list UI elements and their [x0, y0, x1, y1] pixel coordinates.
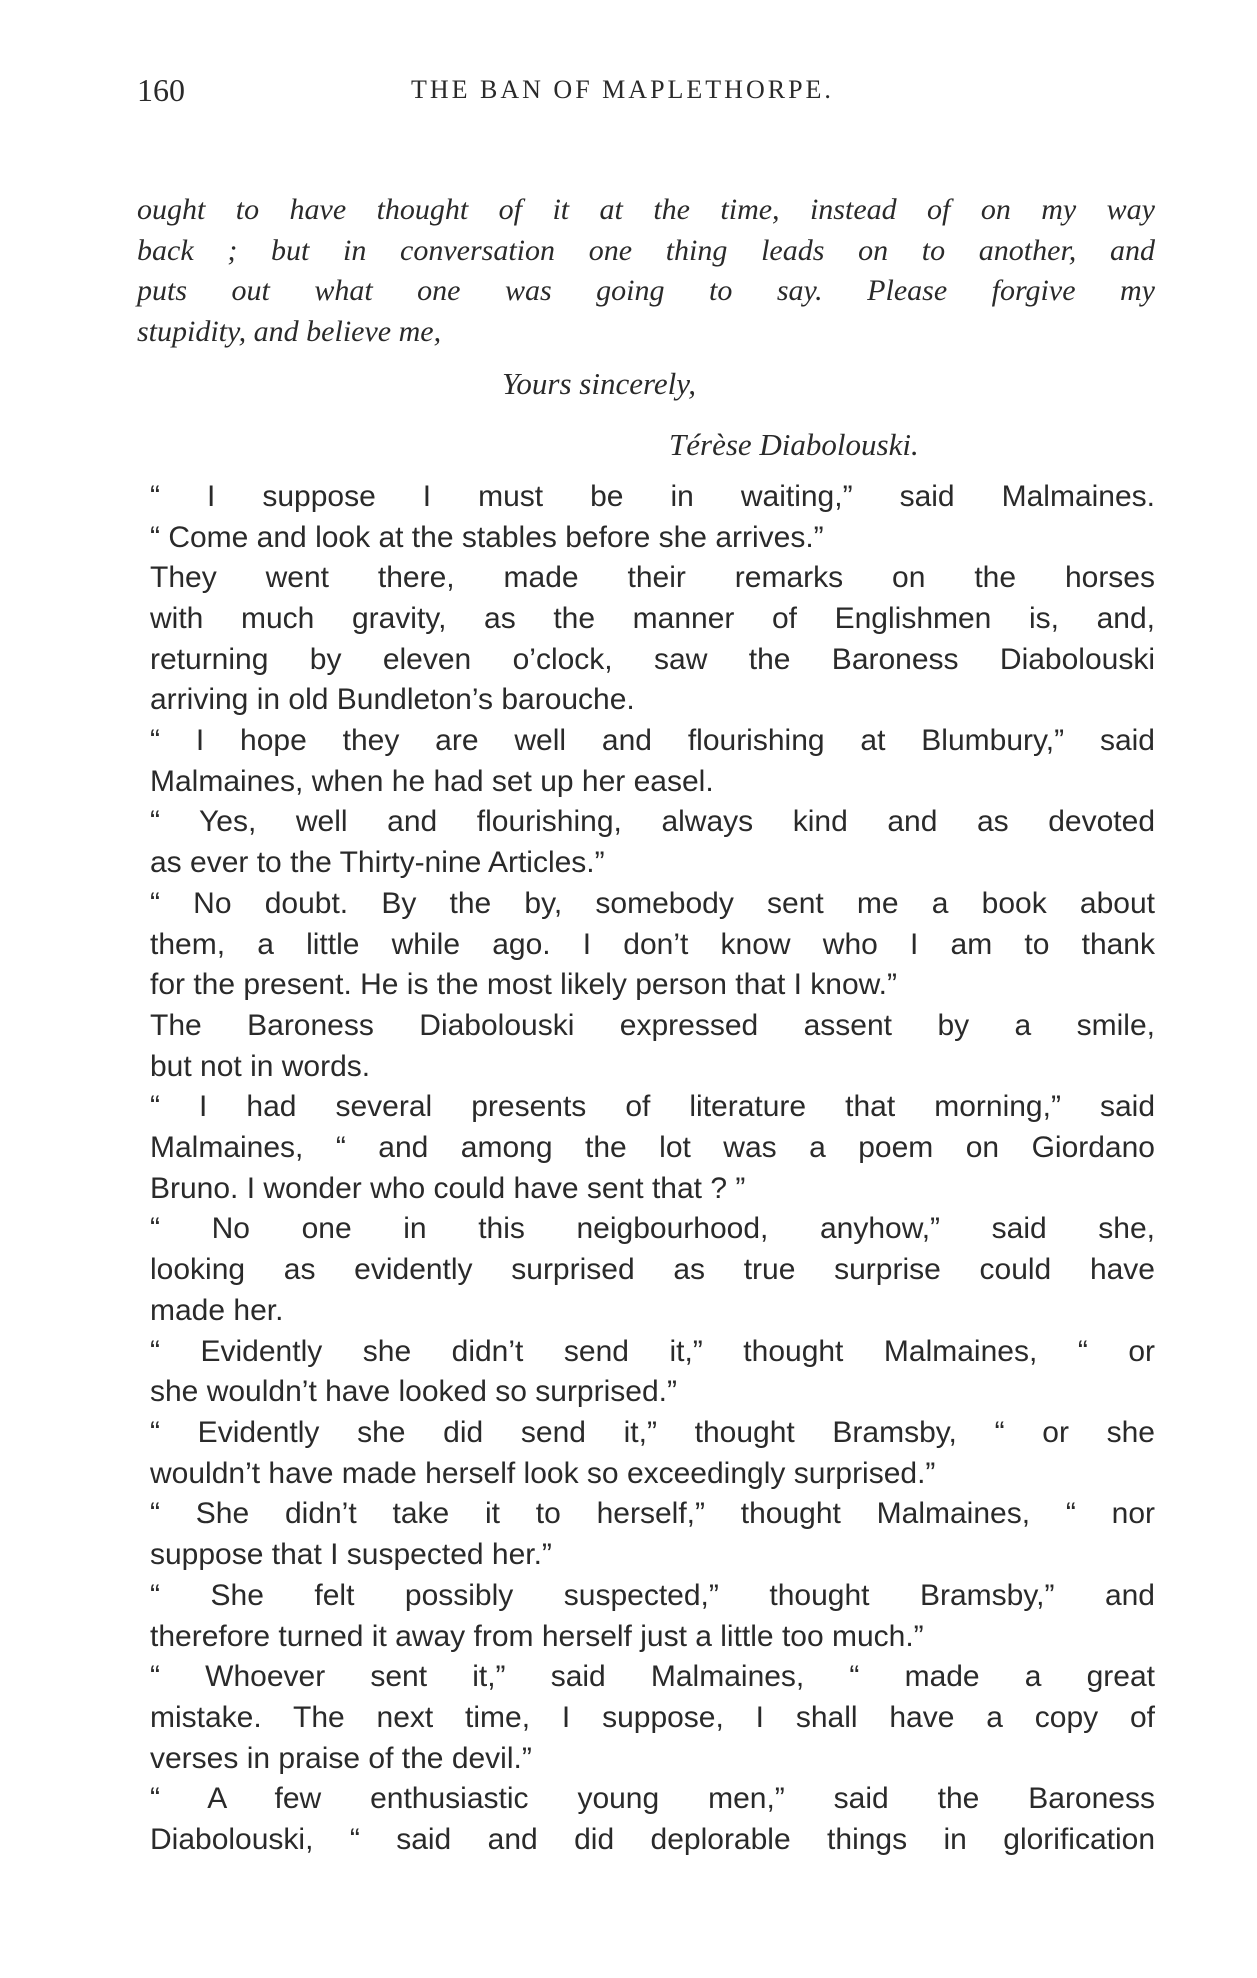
text-line: “ I suppose I must be in waiting,” said Malmaines.	[150, 479, 1155, 513]
text-line: as ever to the Thirty-nine Articles.”	[150, 846, 605, 880]
paragraph	[137, 1209, 1155, 1331]
text-line: “ She didn’t take it to herself,” thought Malmaines, “ nor	[150, 1497, 1155, 1531]
text-line: Diabolouski, “ said and did deplorable things in glorification	[150, 1823, 1155, 1857]
text-line: with much gravity, as the manner of Englishmen is, and,	[150, 601, 1155, 635]
text-line: “ No one in this neigbourhood, anyhow,” said she,	[150, 1212, 1155, 1246]
text-line: Malmaines, “ and among the lot was a poem on Giordano	[150, 1131, 1155, 1165]
text-line: but not in words.	[150, 1049, 371, 1083]
paragraph	[137, 721, 1155, 802]
paragraph	[137, 558, 1155, 721]
paragraph	[137, 1413, 1155, 1494]
paragraph	[137, 884, 1155, 1006]
text-line: returning by eleven o’clock, saw the Baroness Diabolouski	[150, 642, 1155, 676]
text-line: “ She felt possibly suspected,” thought Bramsby,” and	[150, 1578, 1155, 1612]
book-page	[137, 58, 1155, 1861]
text-line: “ No doubt. By the by, somebody sent me a book about	[150, 886, 1155, 920]
text-line: therefore turned it away from herself just a little too much.”	[150, 1619, 924, 1653]
text-line: The Baroness Diabolouski expressed assent by a smile,	[150, 1008, 1155, 1042]
paragraph	[137, 1332, 1155, 1413]
text-line: wouldn’t have made herself look so exceedingly surprised.”	[150, 1456, 936, 1490]
text-line: them, a little while ago. I don’t know who I am to thank	[150, 927, 1155, 961]
paragraph	[137, 1779, 1155, 1860]
text-line: Bruno. I wonder who could have sent that ? ”	[150, 1171, 746, 1205]
body-text	[137, 477, 1155, 1861]
text-line: “ Whoever sent it,” said Malmaines, “ made a great	[150, 1660, 1155, 1694]
paragraph	[137, 1006, 1155, 1087]
text-line: “ Come and look at the stables before she arrives.”	[150, 520, 824, 554]
letter-line: stupidity, and believe me,	[137, 315, 442, 349]
text-line: made her.	[150, 1293, 284, 1327]
paragraph	[137, 1087, 1155, 1209]
text-line: suppose that I suspected her.”	[150, 1538, 552, 1572]
text-line: verses in praise of the devil.”	[150, 1741, 532, 1775]
text-line: “ I had several presents of literature that morning,” said	[150, 1090, 1155, 1124]
paragraph	[137, 802, 1155, 883]
text-line: “ A few enthusiastic young men,” said the Baroness	[150, 1782, 1155, 1816]
text-line: “ I hope they are well and flourishing at Blumbury,” said	[150, 724, 1155, 758]
letter-line: puts out what one was going to say. Please forgive my	[137, 274, 1155, 308]
paragraph	[137, 1494, 1155, 1575]
text-line: mistake. The next time, I suppose, I shall have a copy of	[150, 1700, 1155, 1734]
page-number: 160	[137, 72, 185, 108]
running-title: THE BAN OF MAPLETHORPE.	[411, 75, 834, 104]
page-header	[137, 58, 1155, 108]
letter-line: back ; but in conversation one thing leads on to another, and	[137, 233, 1155, 267]
paragraph	[137, 477, 1155, 558]
text-line: she wouldn’t have looked so surprised.”	[150, 1375, 677, 1409]
paragraph	[137, 1657, 1155, 1779]
letter-closing: Yours sincerely,	[502, 365, 697, 401]
text-line: Malmaines, when he had set up her easel.	[150, 764, 714, 798]
text-line: arriving in old Bundleton’s barouche.	[150, 683, 635, 717]
paragraph	[137, 1576, 1155, 1657]
text-line: looking as evidently surprised as true surprise could have	[150, 1253, 1155, 1287]
text-line: “ Evidently she didn’t send it,” thought Malmaines, “ or	[150, 1334, 1155, 1368]
text-line: “ Evidently she did send it,” thought Bramsby, “ or she	[150, 1415, 1155, 1449]
text-line: They went there, made their remarks on the horses	[150, 561, 1155, 595]
text-line: for the present. He is the most likely person that I know.”	[150, 968, 898, 1002]
text-line: “ Yes, well and flourishing, always kind and as devoted	[150, 805, 1155, 839]
letter-line: ought to have thought of it at the time, instead of on my way	[137, 193, 1155, 226]
letter-text	[137, 190, 1155, 475]
letter-signature: Térèse Diabolouski.	[669, 426, 919, 462]
